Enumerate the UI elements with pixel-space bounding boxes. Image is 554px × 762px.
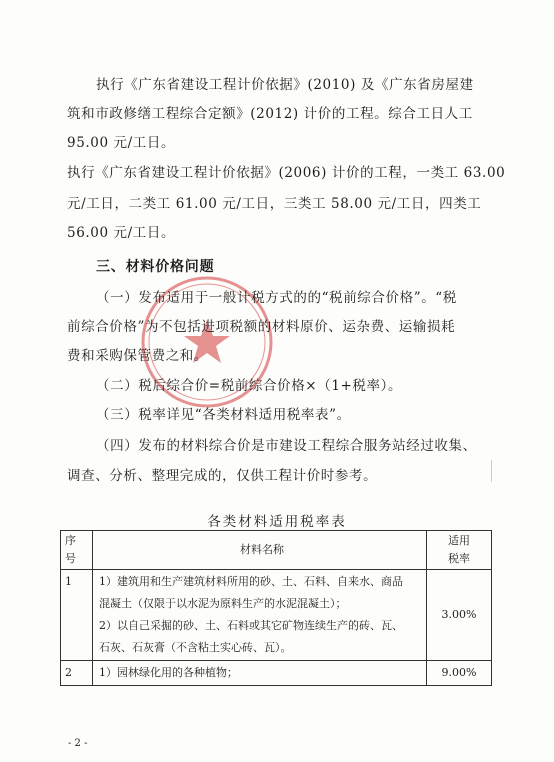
table-row [61,570,492,661]
paragraph-1-line-2: 筑和市政修缮工程综合定额》(2012) 计价的工程。综合工日人工 [67,106,473,122]
header-tax-rate: 适用 税率 [427,531,492,570]
clause-1-line-3: 费和采购保管费之和。 [67,348,208,364]
clause-4-line-1: （四）发布的材料综合价是市建设工程综合服务站经过收集、 [96,438,477,454]
row-material-name: 1）建筑用和生产建筑材料所用的砂、土、石料、自来水、商品 混凝土（仅限于以水泥为原料生产的水泥混凝土）； 2）以自己采掘的砂、土、石料或其它矿物连续生产的砖、瓦、 石灰、石灰膏（不含粘土实心砖、瓦）。 [93,570,427,661]
paragraph-2-line-1: 执行《广东省建设工程计价依据》(2006) 计价的工程，一类工 63.00 [67,165,506,181]
row-number: 2 [61,661,93,686]
clause-1-line-1: （一）发布适用于一般计税方式的的“税前综合价格”。“税 [96,290,457,306]
page-number: - 2 - [68,738,88,749]
clause-3: （三）税率详见“各类材料适用税率表”。 [96,407,351,423]
scan-mark [491,460,492,482]
paragraph-2-line-2: 元/工日，二类工 61.00 元/工日，三类工 58.00 元/工日，四类工 [67,196,482,212]
paragraph-1-line-1: 执行《广东省建设工程计价依据》(2010) 及《广东省房屋建 [96,77,474,93]
paragraph-1-line-3: 95.00 元/工日。 [67,135,176,151]
paragraph-2-line-3: 56.00 元/工日。 [67,225,176,241]
header-number: 序 号 [61,531,93,570]
row-tax-rate: 9.00% [427,661,492,686]
table-header-row [61,531,492,570]
clause-2: （二）税后综合价=税前综合价格×（1+税率）。 [96,378,403,394]
row-material-name: 1）园林绿化用的各种植物； [93,661,427,686]
tax-rate-table [60,530,492,686]
row-tax-rate: 3.00% [427,570,492,661]
row-number: 1 [61,570,93,661]
table-row [61,661,492,686]
header-material-name: 材料名称 [93,531,427,570]
section-heading: 三、材料价格问题 [96,259,215,275]
clause-1-line-2: 前综合价格”为不包括进项税额的材料原价、运杂费、运输损耗 [67,319,456,335]
clause-4-line-2: 调查、分析、整理完成的，仅供工程计价时参考。 [67,468,378,484]
table-caption: 各类材料适用税率表 [207,514,347,530]
